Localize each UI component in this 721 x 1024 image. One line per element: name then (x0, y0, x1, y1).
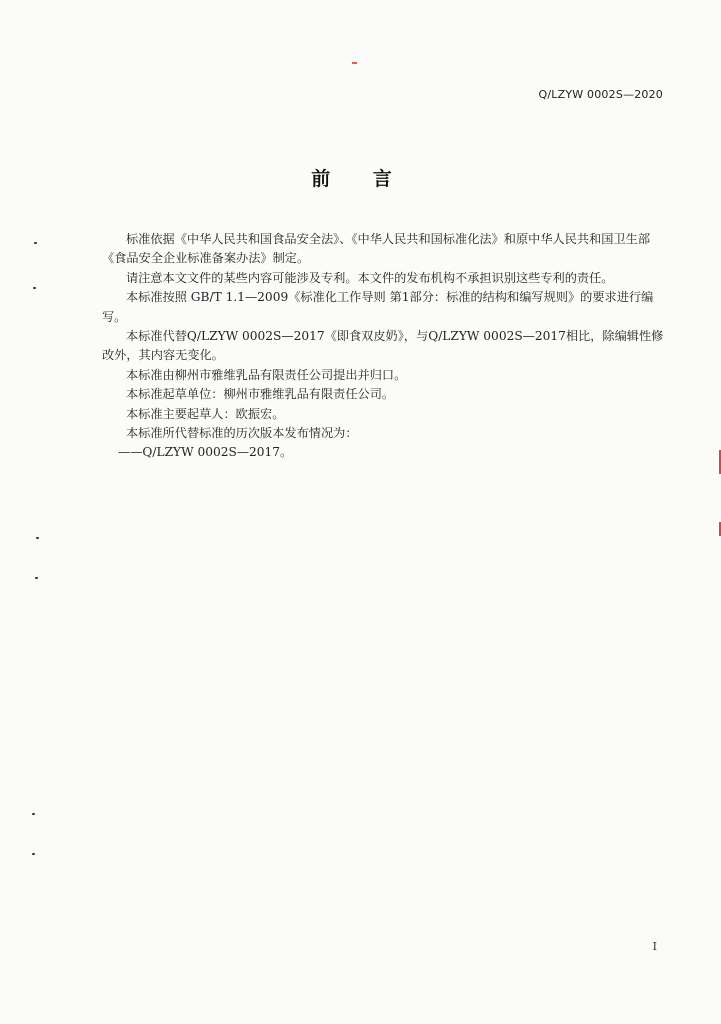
paragraph-history-intro: 本标准所代替标准的历次版本发布情况为： (126, 426, 358, 441)
paragraph-patent-notice: 请注意本文文件的某些内容可能涉及专利。本文件的发布机构不承担识别这些专利的责任。 (126, 270, 614, 285)
paragraph-history-item: ——Q/LZYW 0002S—2017。 (118, 445, 293, 460)
standard-code: Q/LZYW 0002S—2020 (538, 88, 663, 101)
scan-speck (33, 287, 36, 289)
page-number: I (652, 940, 657, 953)
scan-speck (36, 537, 39, 539)
scan-speck (32, 813, 35, 815)
scan-speck (35, 577, 38, 579)
scan-speck (34, 242, 37, 244)
paragraph-drafting-rules: 本标准按照 GB/T 1.1—2009《标准化工作导则 第1部分：标准的结构和编写规则》的要求进行编写。 (102, 290, 654, 324)
page-title: 前 言 (311, 168, 410, 190)
foreword-body (102, 230, 668, 463)
paragraph-replacement: 本标准代替Q/LZYW 0002S—2017《即食双皮奶》，与Q/LZYW 0002S—2017相比，除编辑性修改外，其内容无变化。 (102, 329, 664, 363)
paragraph-basis: 标准依据《中华人民共和国食品安全法》、《中华人民共和国标准化法》和原中华人民共和国卫生部《食品安全企业标准备案办法》制定。 (102, 232, 651, 266)
paragraph-drafter: 本标准主要起草人：欧振宏。 (126, 406, 285, 421)
scan-mark (352, 62, 357, 64)
paragraph-proposer: 本标准由柳州市雅维乳品有限责任公司提出并归口。 (126, 367, 407, 382)
paragraph-drafting-unit: 本标准起草单位：柳州市雅维乳品有限责任公司。 (126, 387, 395, 402)
scan-speck (32, 853, 35, 855)
